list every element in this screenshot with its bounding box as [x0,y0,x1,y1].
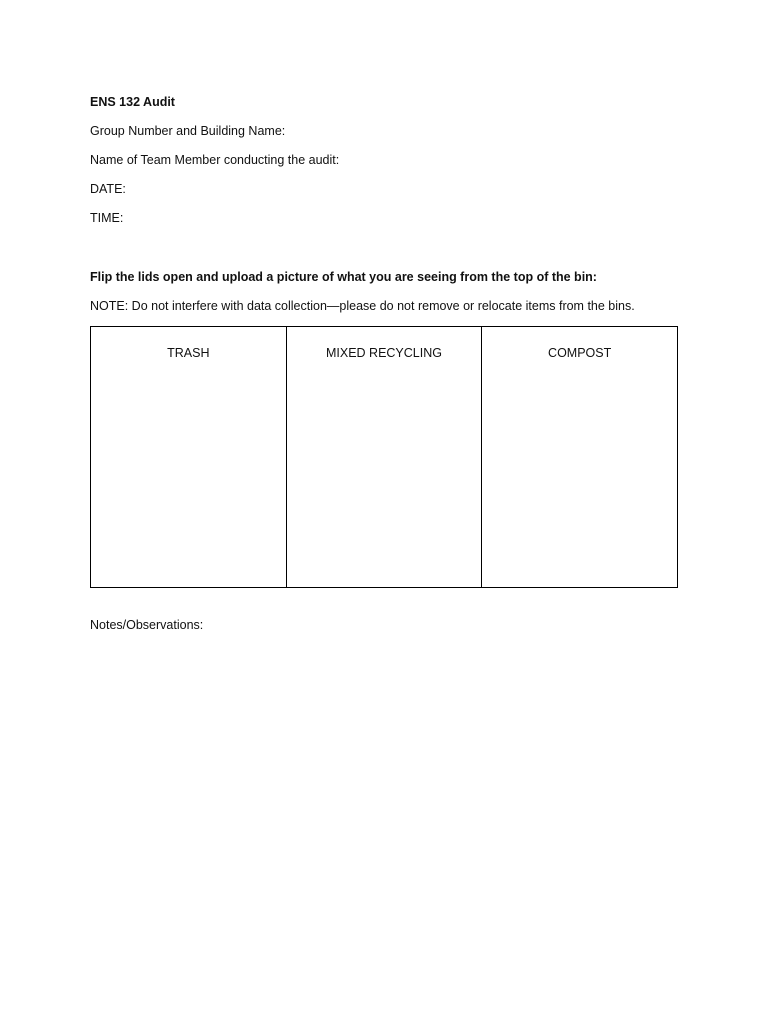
trash-column: TRASH [91,327,287,588]
time-field-label: TIME: [90,211,124,225]
group-field-label: Group Number and Building Name: [90,124,286,138]
date-field-label: DATE: [90,182,126,196]
table-row [91,327,678,588]
compost-column: COMPOST [482,327,678,588]
document-title: ENS 132 Audit [90,95,175,109]
member-field-label: Name of Team Member conducting the audit: [90,153,340,167]
note-text: NOTE: Do not interfere with data collection—please do not remove or relocate items from the bins. [90,299,635,313]
mixed-recycling-column: MIXED RECYCLING [286,327,482,588]
notes-observations-label: Notes/Observations: [90,618,204,632]
bins-table [90,326,678,588]
instruction-text: Flip the lids open and upload a picture of what you are seeing from the top of the bin: [90,270,597,284]
